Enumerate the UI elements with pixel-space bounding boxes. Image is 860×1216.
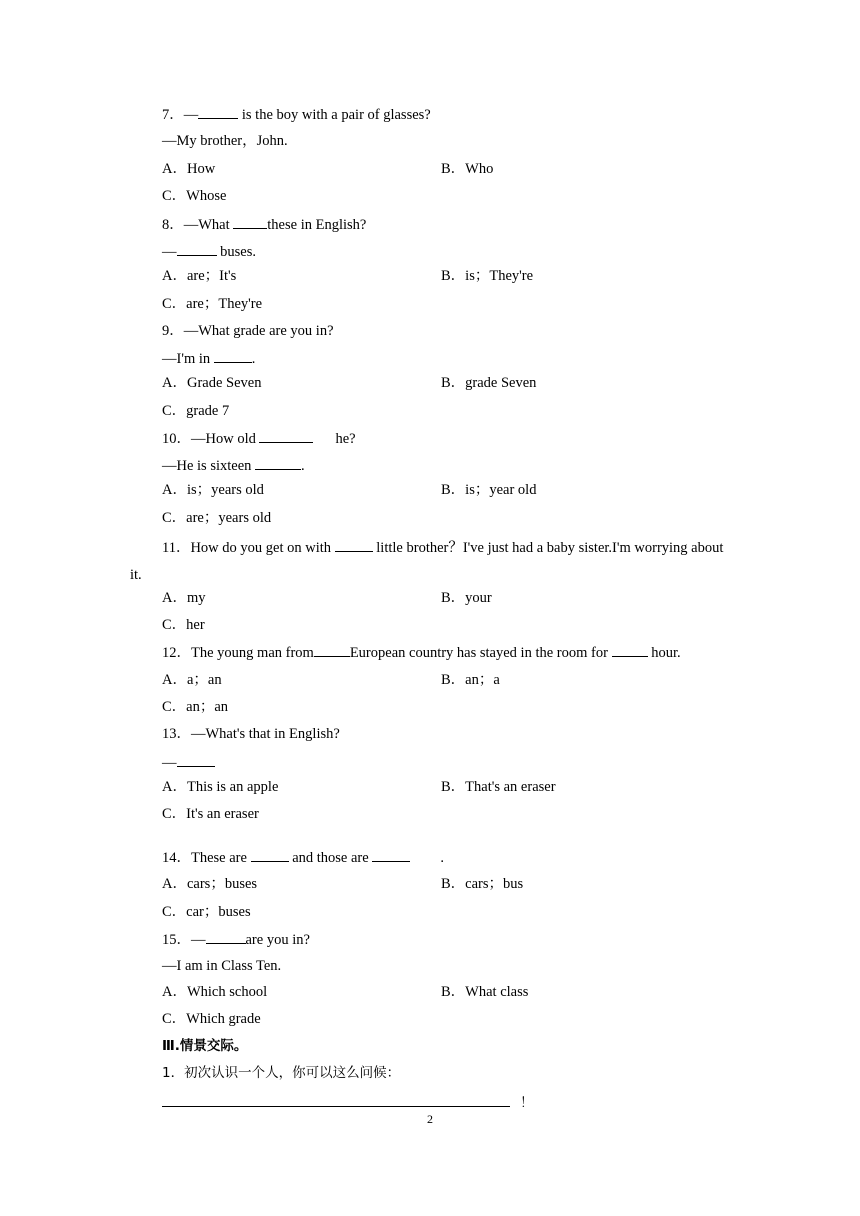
question-8-reply: — buses. [162, 241, 256, 262]
question-8-stem: 8．—What these in English? [162, 214, 366, 235]
question-9-option-a: A．Grade Seven [162, 375, 262, 391]
question-13-stem: 13．—What's that in English? [162, 726, 340, 742]
page-number: 2 [427, 1112, 433, 1126]
question-12-stem: 12．The young man from European country has stayed in the room for hour. [162, 642, 681, 663]
question-15-reply: —I am in Class Ten. [162, 958, 282, 974]
question-8-option-b: B．is；They're [441, 268, 534, 284]
answer-blank [314, 642, 350, 657]
question-11-option-b: B．your [441, 590, 492, 606]
question-13-option-c: C．It's an eraser [162, 806, 259, 822]
answer-blank [259, 428, 313, 443]
question-10-option-a: A．is；years old [162, 482, 264, 498]
section-heading: Ⅲ.情景交际。 [162, 1038, 248, 1054]
question-12-option-b: B．an；a [441, 672, 500, 688]
question-9-option-b: B．grade Seven [441, 375, 537, 391]
question-7-stem: 7．— is the boy with a pair of glasses? [162, 104, 431, 125]
question-14-option-c: C．car；buses [162, 904, 251, 920]
question-11-stem: 11．How do you get on with little brother？I've just had a baby sister.I'm worrying about it. [130, 535, 730, 589]
question-15-option-a: A．Which school [162, 984, 268, 1000]
question-9-option-c: C．grade 7 [162, 403, 230, 419]
question-13-reply: — [162, 752, 215, 773]
question-13-option-a: A．This is an apple [162, 779, 279, 795]
question-13-option-b: B．That's an eraser [441, 779, 556, 795]
answer-blank [198, 104, 238, 119]
question-8-option-a: A．are；It's [162, 268, 237, 284]
question-10-option-c: C．are；years old [162, 510, 272, 526]
question-12-option-a: A．a；an [162, 672, 222, 688]
question-10-stem: 10．—How old he? [162, 428, 356, 449]
question-15-stem: 15．— are you in? [162, 929, 310, 950]
question-15-option-c: C．Which grade [162, 1011, 261, 1027]
question-14-stem: 14．These are and those are . [162, 847, 444, 868]
question-11-option-c: C．her [162, 617, 205, 633]
question-9-reply: —I'm in . [162, 348, 255, 369]
question-15-option-b: B．What class [441, 984, 529, 1000]
question-14-option-b: B．cars；bus [441, 876, 524, 892]
answer-blank [612, 642, 648, 657]
question-12-option-c: C．an；an [162, 699, 229, 715]
answer-blank [206, 929, 246, 944]
section-item-1-answer-line: ！ [162, 1092, 534, 1113]
answer-blank [251, 847, 289, 862]
answer-blank [372, 847, 410, 862]
question-7-option-a: A．How [162, 161, 216, 177]
answer-blank [177, 241, 217, 256]
answer-blank [255, 455, 301, 470]
answer-blank [335, 537, 373, 552]
question-10-option-b: B．is；year old [441, 482, 537, 498]
section-item-1: 1．初次认识一个人，你可以这么问候： [162, 1065, 401, 1081]
question-9-stem: 9．—What grade are you in? [162, 323, 334, 339]
answer-blank [233, 214, 267, 229]
question-14-option-a: A．cars；buses [162, 876, 258, 892]
question-8-option-c: C．are；They're [162, 296, 263, 312]
answer-blank [162, 1092, 510, 1107]
question-11-option-a: A．my [162, 590, 206, 606]
question-7-option-b: B．Who [441, 161, 494, 177]
question-7-reply: —My brother，John. [162, 133, 288, 149]
answer-blank [177, 752, 215, 767]
answer-blank [214, 348, 252, 363]
question-10-reply: —He is sixteen . [162, 455, 305, 476]
question-7-option-c: C．Whose [162, 188, 227, 204]
